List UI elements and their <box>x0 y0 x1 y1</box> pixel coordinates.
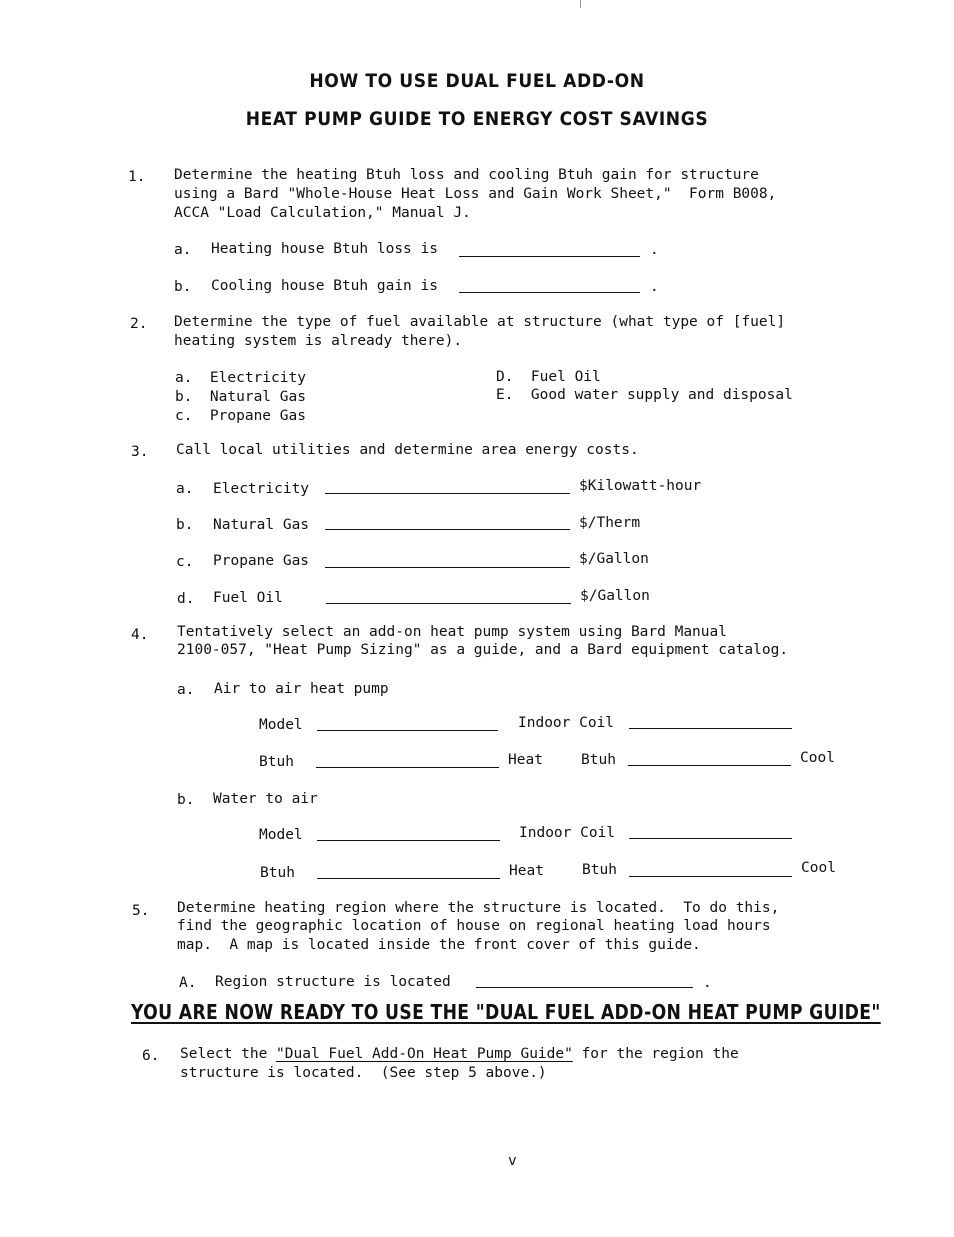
cost-row-label: b. <box>176 517 194 533</box>
natural-gas-cost-blank[interactable] <box>325 529 570 530</box>
step2-number: 2. <box>130 316 148 332</box>
ready-banner: YOU ARE NOW READY TO USE THE "DUAL FUEL ADD-ON HEAT PUMP GUIDE" <box>131 1000 881 1024</box>
air-indoor-coil-blank[interactable] <box>629 728 792 729</box>
fuel-oil-cost-blank[interactable] <box>326 603 571 604</box>
step6-number: 6. <box>142 1048 160 1064</box>
step5-text-line3: map. A map is located inside the front cover of this guide. <box>177 937 701 953</box>
scan-mark <box>580 0 581 8</box>
cost-row-label: c. <box>176 554 194 570</box>
step6-line2: structure is located. (See step 5 above.) <box>180 1065 547 1081</box>
step4-text-line2: 2100-057, "Heat Pump Sizing" as a guide, and a Bard equipment catalog. <box>177 642 789 658</box>
model-label: Model <box>259 827 303 843</box>
step5-text-line1: Determine heating region where the structure is located. To do this, <box>177 900 780 916</box>
step5-number: 5. <box>132 903 150 919</box>
step1-number: 1. <box>128 169 146 185</box>
step1-b-label: b. <box>174 279 192 295</box>
heat-label: Heat <box>509 863 544 879</box>
step3-text: Call local utilities and determine area energy costs. <box>176 442 639 458</box>
step1-text-line3: ACCA "Load Calculation," Manual J. <box>174 205 471 221</box>
page-title-line1: HOW TO USE DUAL FUEL ADD-ON <box>309 70 645 92</box>
step6-post: for the region the <box>572 1046 739 1062</box>
guide-reference: "Dual Fuel Add-On Heat Pump Guide" <box>276 1046 573 1062</box>
cost-row-unit: $/Gallon <box>580 588 650 604</box>
fuel-option-d: D. Fuel Oil <box>496 369 601 385</box>
air-heat-btuh-blank[interactable] <box>316 767 499 768</box>
water-model-blank[interactable] <box>317 840 500 841</box>
step4-a-text: Air to air heat pump <box>214 681 389 697</box>
model-label: Model <box>259 717 303 733</box>
fuel-option-b: b. Natural Gas <box>175 389 306 405</box>
cost-row-item: Natural Gas <box>213 517 310 533</box>
heating-loss-blank[interactable] <box>459 256 640 257</box>
cost-row-label: a. <box>176 481 194 497</box>
heat-label: Heat <box>508 752 543 768</box>
btuh-label: Btuh <box>581 752 616 768</box>
step5-a-text: Region structure is located <box>215 974 451 990</box>
step2-text-line2: heating system is already there). <box>174 333 463 349</box>
step1-a-text: Heating house Btuh loss is <box>211 241 438 257</box>
water-indoor-coil-blank[interactable] <box>629 838 792 839</box>
cost-row-item: Fuel Oil <box>213 590 283 606</box>
step4-text-line1: Tentatively select an add-on heat pump system using Bard Manual <box>177 624 727 640</box>
air-cool-btuh-blank[interactable] <box>628 765 791 766</box>
step4-b-label: b. <box>177 792 195 808</box>
cost-row-item: Electricity <box>213 481 310 497</box>
step4-b-text: Water to air <box>213 791 318 807</box>
indoor-coil-label: Indoor Coil <box>518 715 615 731</box>
cooling-gain-blank[interactable] <box>459 292 640 293</box>
electricity-cost-blank[interactable] <box>325 493 570 494</box>
fuel-option-e: E. Good water supply and disposal <box>496 387 793 403</box>
page-number: v <box>508 1153 517 1169</box>
step6-line1 <box>180 1045 739 1064</box>
page-title-line2: HEAT PUMP GUIDE TO ENERGY COST SAVINGS <box>245 108 709 130</box>
step1-a-label: a. <box>174 242 192 258</box>
step4-number: 4. <box>131 627 149 643</box>
btuh-label: Btuh <box>260 865 295 881</box>
step1-text-line1: Determine the heating Btuh loss and cooling Btuh gain for structure <box>174 167 759 183</box>
region-blank[interactable] <box>476 987 693 988</box>
step5-a-period: . <box>703 975 712 991</box>
step5-text-line2: find the geographic location of house on regional heating load hours <box>177 918 771 934</box>
step5-a-label: A. <box>179 975 197 991</box>
step4-a-label: a. <box>177 682 195 698</box>
step3-number: 3. <box>131 444 149 460</box>
air-model-blank[interactable] <box>317 730 498 731</box>
water-heat-btuh-blank[interactable] <box>317 878 500 879</box>
water-cool-btuh-blank[interactable] <box>629 876 792 877</box>
btuh-label: Btuh <box>259 754 294 770</box>
fuel-option-a: a. Electricity <box>175 370 306 386</box>
propane-cost-blank[interactable] <box>325 567 570 568</box>
step1-a-period: . <box>650 242 659 258</box>
cost-row-unit: $/Therm <box>579 515 641 531</box>
cost-row-item: Propane Gas <box>213 553 310 569</box>
cost-row-unit: $/Gallon <box>579 551 649 567</box>
cost-row-unit: $Kilowatt-hour <box>579 478 702 494</box>
step2-text-line1: Determine the type of fuel available at structure (what type of [fuel] <box>174 314 786 330</box>
fuel-option-c: c. Propane Gas <box>175 408 306 424</box>
btuh-label: Btuh <box>582 862 617 878</box>
step6-pre: Select the <box>180 1046 277 1062</box>
indoor-coil-label: Indoor Coil <box>519 825 616 841</box>
step1-text-line2: using a Bard "Whole-House Heat Loss and Gain Work Sheet," Form B008, <box>174 186 777 202</box>
cool-label: Cool <box>801 860 836 876</box>
step1-b-text: Cooling house Btuh gain is <box>211 278 438 294</box>
cool-label: Cool <box>800 750 835 766</box>
cost-row-label: d. <box>177 591 195 607</box>
step1-b-period: . <box>650 279 659 295</box>
